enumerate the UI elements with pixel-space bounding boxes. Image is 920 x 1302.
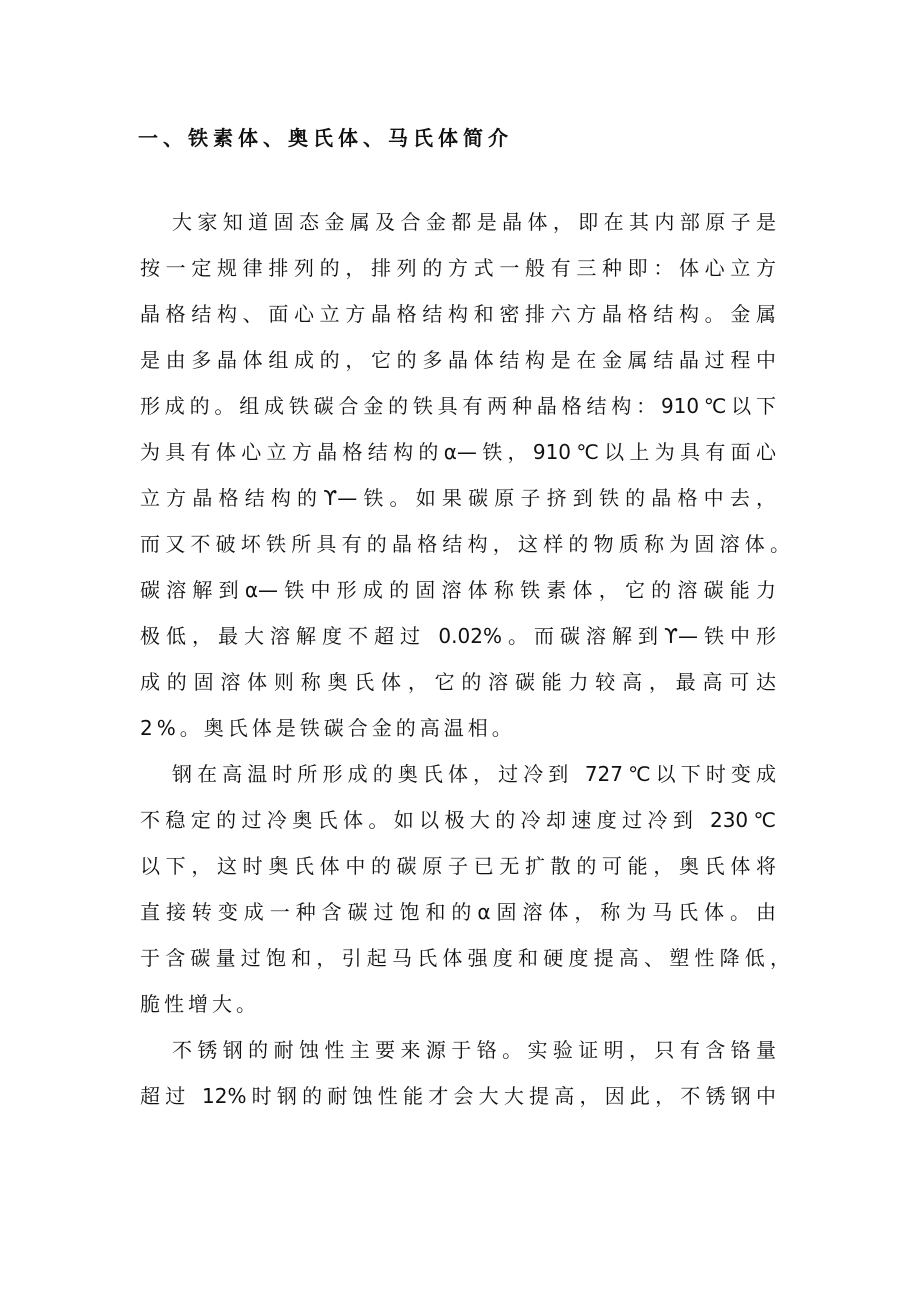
text-line: 直接转变成一种含碳过饱和的α固溶体，称为马氏体。由 [140,900,776,924]
text-line: 碳溶解到α—铁中形成的固溶体称铁素体，它的溶碳能力 [140,578,776,602]
text-line: 极低，最大溶解度不超过 0.02%。而碳溶解到ϒ—铁中形 [140,624,776,648]
text-line: 是由多晶体组成的，它的多晶体结构是在金属结晶过程中 [140,348,776,372]
text-line: 立方晶格结构的ϒ—铁。如果碳原子挤到铁的晶格中去， [140,486,776,510]
text-line: 不稳定的过冷奥氏体。如以极大的冷却速度过冷到 230℃ [140,808,776,832]
text-line: 大家知道固态金属及合金都是晶体，即在其内部原子是 [172,210,776,234]
text-line: 形成的。组成铁碳合金的铁具有两种晶格结构：910℃以下 [140,394,776,418]
text-line: 不锈钢的耐蚀性主要来源于铬。实验证明，只有含铬量 [172,1038,776,1062]
text-line: 晶格结构、面心立方晶格结构和密排六方晶格结构。金属 [140,302,776,326]
text-line: 以下，这时奥氏体中的碳原子已无扩散的可能，奥氏体将 [140,854,776,878]
text-line: 按一定规律排列的，排列的方式一般有三种即：体心立方 [140,256,776,280]
text-line: 脆性增大。 [140,992,260,1016]
text-line: 成的固溶体则称奥氏体，它的溶碳能力较高，最高可达 [140,670,776,694]
document-body [140,199,790,1119]
section-heading: 一、铁素体、奥氏体、马氏体简介 [138,126,513,150]
paragraph-crystal-structure [140,199,790,751]
text-line: 钢在高温时所形成的奥氏体，过冷到 727℃以下时变成 [172,762,776,786]
text-line: 2%。奥氏体是铁碳合金的高温相。 [140,716,516,740]
text-line: 超过 12%时钢的耐蚀性能才会大大提高，因此，不锈钢中 [140,1084,776,1108]
paragraph-martensite [140,751,790,1027]
paragraph-stainless-steel [140,1027,776,1119]
text-line: 为具有体心立方晶格结构的α—铁，910℃以上为具有面心 [140,440,776,464]
text-line: 而又不破坏铁所具有的晶格结构，这样的物质称为固溶体。 [140,532,790,556]
text-line: 于含碳量过饱和，引起马氏体强度和硬度提高、塑性降低， [140,946,790,970]
